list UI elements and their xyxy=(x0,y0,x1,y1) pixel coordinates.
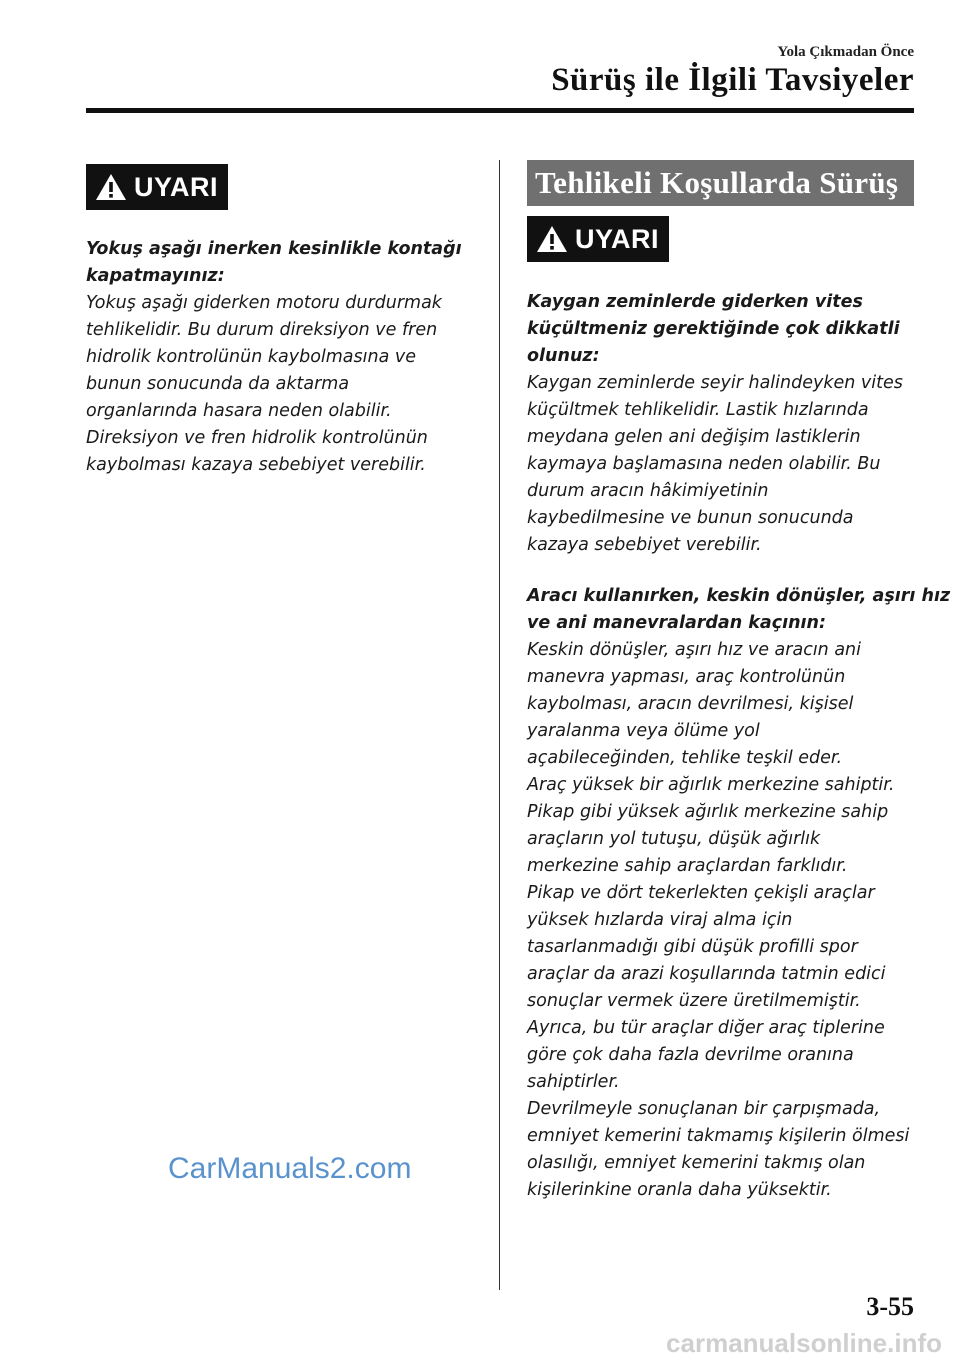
body-line: kaybolması, aracın devrilmesi, kişisel xyxy=(527,694,854,714)
body-line: Keskin dönüşler, aşırı hız ve aracın ani xyxy=(527,640,862,660)
warning-badge-left xyxy=(86,164,228,210)
header-rule xyxy=(86,108,914,113)
body-line: meydana gelen ani değişim lastiklerin xyxy=(527,427,861,447)
body-line: yüksek hızlarda viraj alma için xyxy=(527,910,793,930)
body-line: Ayrıca, bu tür araçlar diğer araç tiplerine xyxy=(527,1018,885,1038)
body-line: kaymaya başlamasına neden olabilir. Bu xyxy=(527,454,881,474)
warning-label: UYARI xyxy=(134,171,219,202)
right-warning-text-1 xyxy=(527,289,903,559)
bold-line: Kaygan zeminlerde giderken vites xyxy=(527,292,863,312)
body-line: sahiptirler. xyxy=(527,1072,620,1092)
body-line: sonuçlar vermek üzere üretilmemiştir. xyxy=(527,991,861,1011)
body-line: açabileceğinden, tehlike teşkil eder. xyxy=(527,748,843,768)
warning-triangle-icon xyxy=(94,172,128,202)
right-warning-text-2 xyxy=(527,583,950,1204)
page-title: Sürüş ile İlgili Tavsiyeler xyxy=(551,62,914,98)
body-line: Devrilmeyle sonuçlanan bir çarpışmada, xyxy=(527,1099,881,1119)
body-line: Pikap gibi yüksek ağırlık merkezine sahip xyxy=(527,802,889,822)
warning-badge-right xyxy=(527,216,669,262)
body-line: kaybedilmesine ve bunun sonucunda xyxy=(527,508,854,528)
body-line: olasılığı, emniyet kemerini takmış olan xyxy=(527,1153,866,1173)
chapter-title: Yola Çıkmadan Önce xyxy=(777,44,914,60)
body-line: merkezine sahip araçlardan farklıdır. xyxy=(527,856,848,876)
body-line: Kaygan zeminlerde seyir halindeyken vites xyxy=(527,373,903,393)
body-line: manevra yapması, araç kontrolünün xyxy=(527,667,846,687)
warning-triangle-icon xyxy=(535,224,569,254)
body-line: kişilerinkine oranla daha yüksektir. xyxy=(527,1180,832,1200)
body-line: göre çok daha fazla devrilme oranına xyxy=(527,1045,854,1065)
body-line: tehlikelidir. Bu durum direksiyon ve fren xyxy=(86,320,438,340)
body-line: organlarında hasara neden olabilir. xyxy=(86,401,392,421)
bold-line: olunuz: xyxy=(527,346,600,366)
bold-line: Yokuş aşağı inerken kesinlikle kontağı xyxy=(86,239,462,259)
body-line: bunun sonucunda da aktarma xyxy=(86,374,350,394)
body-line: kaybolması kazaya sebebiyet verebilir. xyxy=(86,455,426,475)
body-line: kazaya sebebiyet verebilir. xyxy=(527,535,762,555)
body-line: Pikap ve dört tekerlekten çekişli araçlar xyxy=(527,883,875,903)
body-line: küçültmek tehlikelidir. Lastik hızlarında xyxy=(527,400,869,420)
column-divider xyxy=(499,160,500,1290)
body-line: hidrolik kontrolünün kaybolmasına ve xyxy=(86,347,417,367)
section-title: Tehlikeli Koşullarda Sürüş xyxy=(527,160,914,206)
bold-line: kapatmayınız: xyxy=(86,266,225,286)
bold-line: küçültmeniz gerektiğinde çok dikkatli xyxy=(527,319,900,339)
body-line: araçların yol tutuşu, düşük ağırlık xyxy=(527,829,821,849)
body-line: araçlar da arazi koşullarında tatmin edici xyxy=(527,964,886,984)
bold-line: ve ani manevralardan kaçının: xyxy=(527,613,827,633)
left-warning-text xyxy=(86,236,462,479)
body-line: emniyet kemerini takmamış kişilerin ölmesi xyxy=(527,1126,910,1146)
warning-label: UYARI xyxy=(575,223,660,254)
bold-line: Aracı kullanırken, keskin dönüşler, aşırı hız xyxy=(527,586,951,606)
footer-watermark: carmanualsonline.info xyxy=(666,1328,942,1358)
watermark-text: CarManuals2.com xyxy=(168,1152,412,1185)
body-line: yaralanma veya ölüme yol xyxy=(527,721,760,741)
body-line: Araç yüksek bir ağırlık merkezine sahiptir. xyxy=(527,775,895,795)
body-line: durum aracın hâkimiyetinin xyxy=(527,481,769,501)
page-number: 3-55 xyxy=(866,1292,914,1321)
body-line: Yokuş aşağı giderken motoru durdurmak xyxy=(86,293,442,313)
body-line: tasarlanmadığı gibi düşük profilli spor xyxy=(527,937,858,957)
body-line: Direksiyon ve fren hidrolik kontrolünün xyxy=(86,428,428,448)
